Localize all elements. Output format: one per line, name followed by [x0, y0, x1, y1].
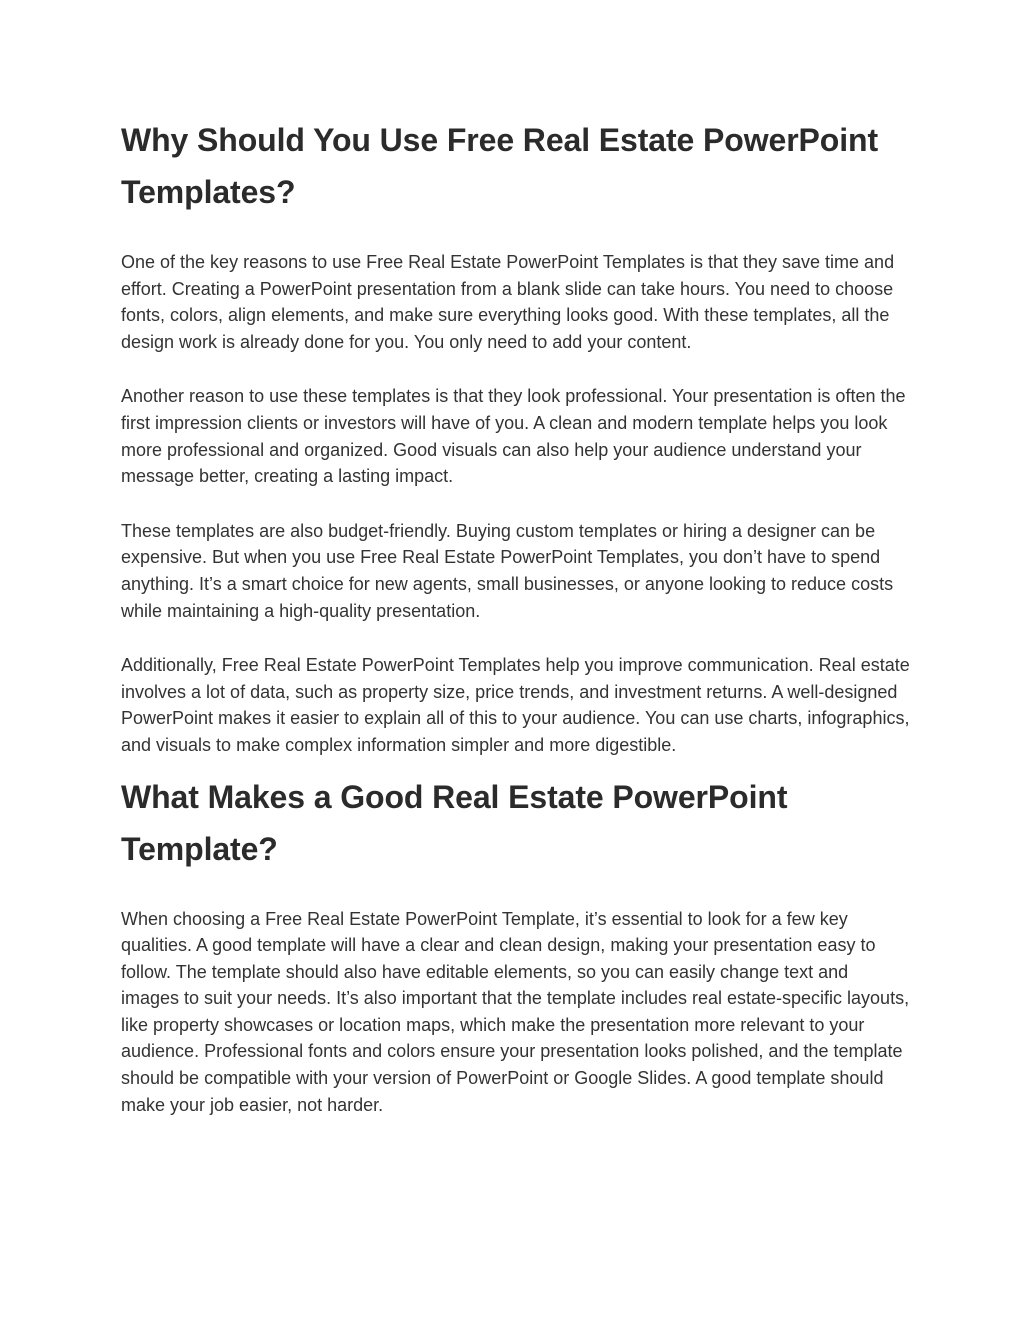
paragraph-key-qualities: When choosing a Free Real Estate PowerPoint Template, it’s essential to look for a few key qualities. A good template will have a clear and clean design, making your presentation easy to follow. The template should also have editable elements, so you can easily change text and images to suit your needs. It’s also important that the template includes real estate-specific layouts, like property showcases or location maps, which make the presentation more relevant to your audience. Professional fonts and colors ensure your presentation looks polished, and the template should be compatible with your version of PowerPoint or Google Slides. A good template should make your job easier, not harder. — [121, 908, 910, 1115]
paragraph-professional-look: Another reason to use these templates is that they look professional. Your presentation is often the first impression clients or investors will have of you. A clean and modern template helps you look more professional and organized. Good visuals can also help your audience understand your message better, creating a lasting impact. — [121, 386, 906, 487]
document-page — [121, 114, 911, 1118]
paragraph-communication: Additionally, Free Real Estate PowerPoint Templates help you improve communication. Real estate involves a lot of data, such as property size, price trends, and investment returns. A well-designed PowerPoint makes it easier to explain all of this to your audience. You can use charts, infographics, and visuals to make complex information simpler and more digestible. — [121, 655, 910, 755]
section-heading-good-template: What Makes a Good Real Estate PowerPoint Template? — [121, 778, 788, 867]
section-heading-why-use-templates: Why Should You Use Free Real Estate PowerPoint Templates? — [121, 122, 879, 210]
paragraph-save-time: One of the key reasons to use Free Real Estate PowerPoint Templates is that they save time and effort. Creating a PowerPoint presentation from a blank slide can take hours. You need to choose fonts, colors, align elements, and make sure everything looks good. With these templates, all the design work is already done for you. You only need to add your content. — [121, 252, 895, 352]
paragraph-budget-friendly: These templates are also budget-friendly. Buying custom templates or hiring a designer can be expensive. But when you use Free Real Estate PowerPoint Templates, you don’t have to spend anything. It’s a smart choice for new agents, small businesses, or anyone looking to reduce costs while maintaining a high-quality presentation. — [121, 520, 894, 621]
